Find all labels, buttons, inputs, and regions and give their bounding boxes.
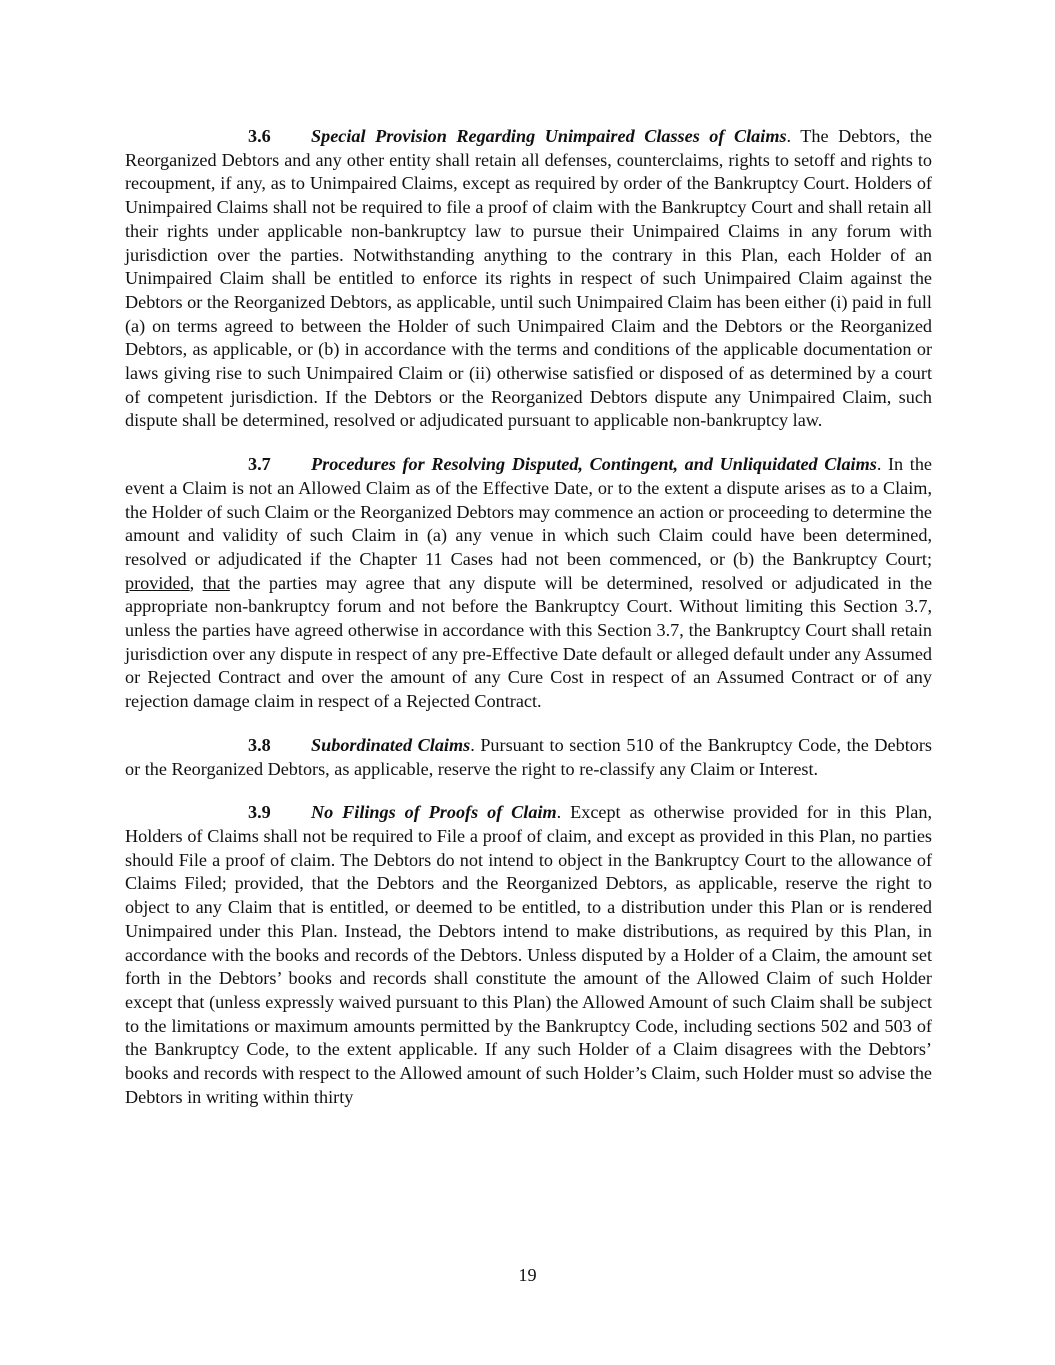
section-3-7 (125, 453, 932, 714)
section-3-9 (125, 801, 932, 1109)
section-number: 3.7 (248, 454, 271, 475)
section-3-8 (125, 734, 932, 781)
section-title: Subordinated Claims (311, 734, 471, 755)
section-body: . Except as otherwise provided for in this Plan, Holders of Claims shall not be required to File a proof of claim, and except as provided in this Plan, no parties should File a proof of claim. The Debtors do not intend to object in the Bankruptcy Court to the allowance of Claims Filed; provided, that the Debtors and the Reorganized Debtors, as applicable, reserve the right to object to any Claim that is entitled, or deemed to be entitled, to a distribution under this Plan or is rendered Unimpaired under this Plan. Instead, the Debtors intend to make distributions, as required by this Plan, in accordance with the books and records of the Debtors. Unless disputed by a Holder of a Claim, the amount set forth in the Debtors’ books and records shall constitute the amount of the Allowed Claim of such Holder except that (unless expressly waived pursuant to this Plan) the Allowed Amount of such Claim shall be subject to the limitations or maximum amounts permitted by the Bankruptcy Code, including sections 502 and 503 of the Bankruptcy Code, to the extent applicable. If any such Holder of a Claim disagrees with the Debtors’ books and records with respect to the Allowed amount of such Holder’s Claim, such Holder must so advise the Debtors in writing within thirty (125, 802, 932, 1107)
page-number: 19 (518, 1265, 537, 1285)
section-body: . The Debtors, the Reorganized Debtors and any other entity shall retain all defenses, counterclaims, rights to setoff and rights to recoupment, if any, as to Unimpaired Claims, except as required by order of the Bankruptcy Court. Holders of Unimpaired Claims shall not be required to file a proof of claim with the Bankruptcy Court and shall retain all their rights under applicable non-bankruptcy law to pursue their Unimpaired Claims in any forum with jurisdiction over the parties. Notwithstanding anything to the contrary in this Plan, each Holder of an Unimpaired Claim shall be entitled to enforce its rights in respect of such Unimpaired Claim against the Debtors or the Reorganized Debtors, as applicable, until such Unimpaired Claim has been either (i) paid in full (a) on terms agreed to between the Holder of such Unimpaired Claim and the Debtors or the Reorganized Debtors, as applicable, or (b) in accordance with the terms and conditions of the applicable documentation or laws giving rise to such Unimpaired Claim or (ii) otherwise satisfied or disposed of as determined by a court of competent jurisdiction. If the Debtors or the Reorganized Debtors dispute any Unimpaired Claim, such dispute shall be determined, resolved or adjudicated pursuant to applicable non-bankruptcy law. (125, 126, 932, 431)
section-title: No Filings of Proofs of Claim (311, 802, 557, 823)
document-page (125, 125, 932, 1129)
underlined-that: that (202, 572, 230, 593)
section-title: Special Provision Regarding Unimpaired Classes of Claims (311, 126, 787, 146)
section-body: . Pursuant to section 510 of the Bankruptcy Code, the Debtors or the Reorganized Debtors, as applicable, reserve the right to re-classify any Claim or Interest. (125, 734, 932, 779)
section-body-part2: the parties may agree that any dispute will be determined, resolved or adjudicated in the appropriate non-bankruptcy forum and not before the Bankruptcy Court. Without limiting this Section 3.7, unless the parties have agreed otherwise in accordance with this Section 3.7, the Bankruptcy Court shall retain jurisdiction over any dispute in respect of any pre-Effective Date default or alleged default under any Assumed or Rejected Contract and over the amount of any Cure Cost in respect of an Assumed Contract or of any rejection damage claim in respect of a Rejected Contract. (125, 572, 933, 712)
section-number: 3.8 (248, 734, 271, 755)
comma-separator: , (189, 572, 203, 593)
section-number: 3.6 (248, 126, 271, 146)
section-body-part1: . In the event a Claim is not an Allowed Claim as of the Effective Date, or to the extent a dispute arises as to a Claim, the Holder of such Claim or the Reorganized Debtors may commence an action or proceeding to determine the amount and validity of such Claim in (a) any venue in which such Claim could have been determined, resolved or adjudicated if the Chapter 11 Cases had not been commenced, or (b) the Bankruptcy Court; (125, 454, 933, 569)
section-number: 3.9 (248, 802, 271, 823)
underlined-provided: provided (125, 572, 190, 593)
section-3-6 (125, 125, 932, 433)
section-title: Procedures for Resolving Disputed, Contingent, and Unliquidated Claims (311, 454, 877, 475)
